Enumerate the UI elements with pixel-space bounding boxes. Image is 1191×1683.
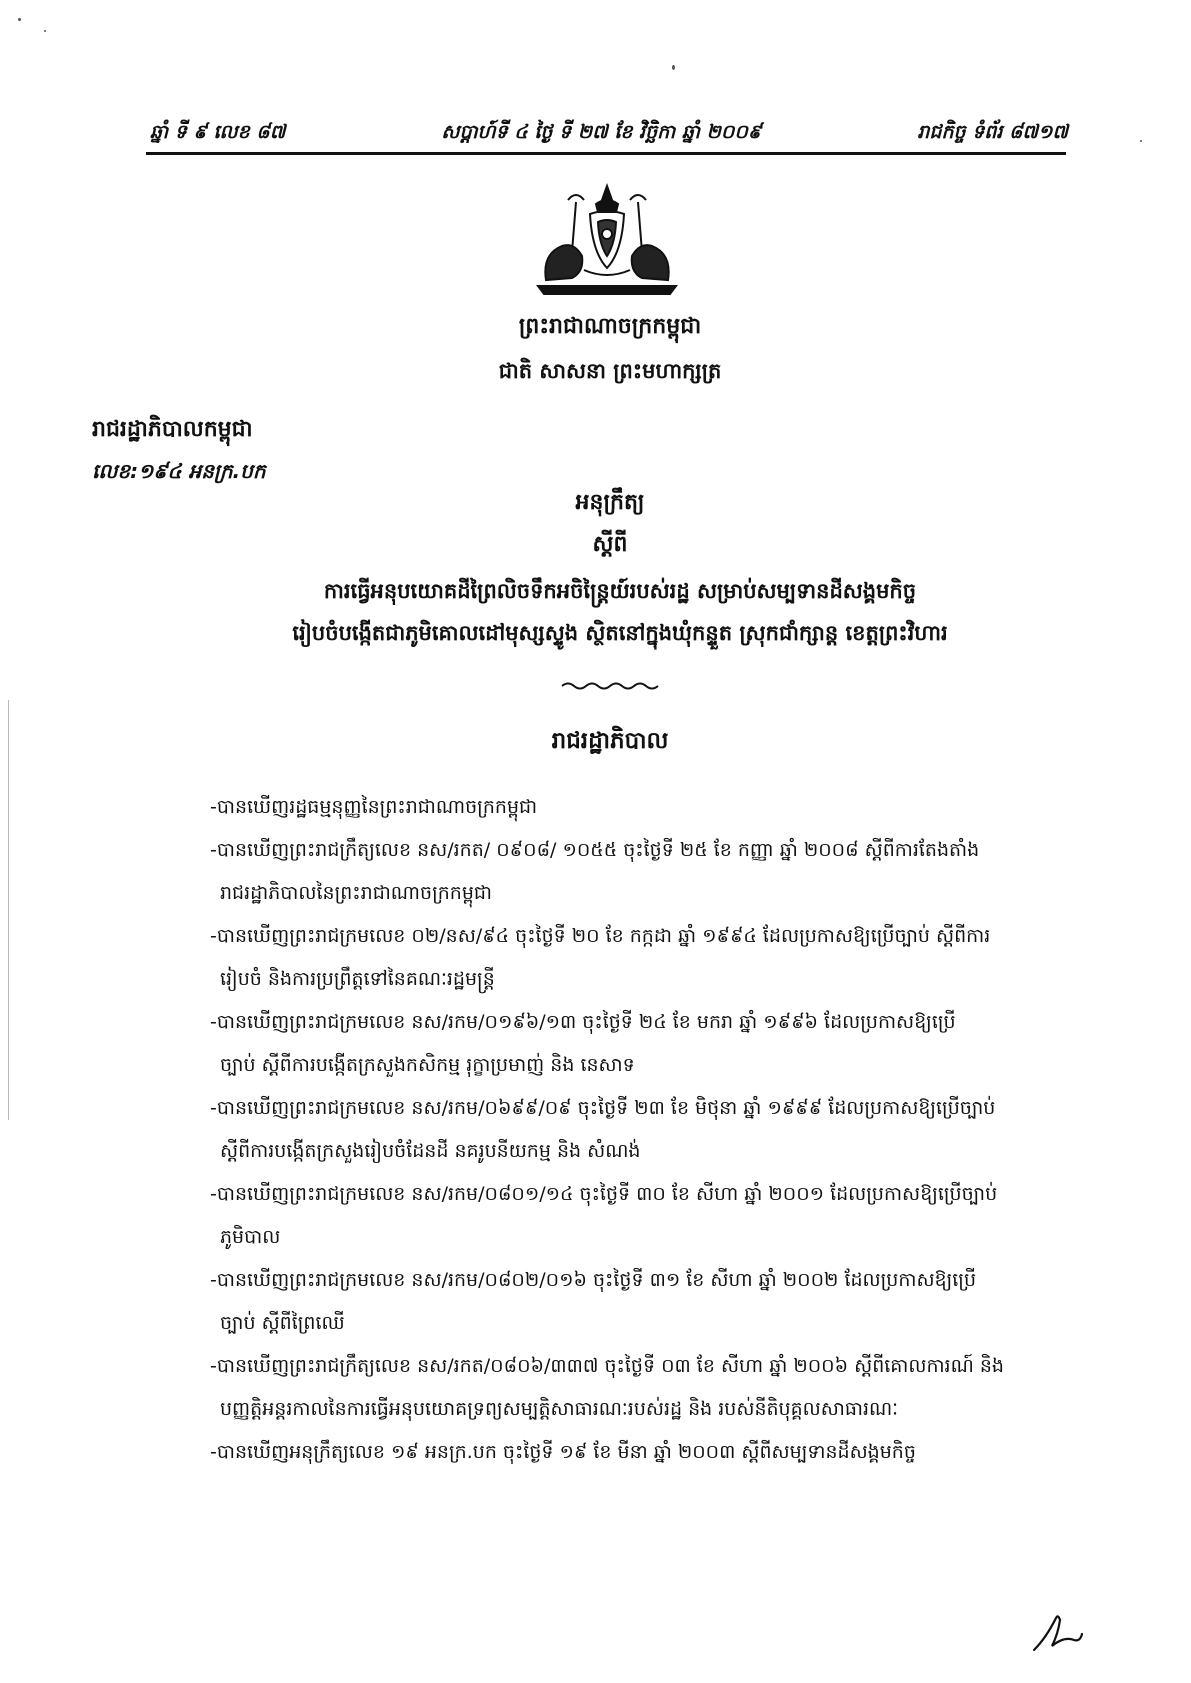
consideration-text-continued: ច្បាប់ ស្តីពីព្រៃឈើ bbox=[220, 1312, 345, 1334]
handwritten-initial-icon bbox=[1030, 1610, 1086, 1654]
consideration-text: -បានឃើញអនុក្រឹត្យលេខ ១៩ អនក្រ.បក ចុះថ្ងៃទី ១៩ ខែ មីនា ឆ្នាំ ២០០៣ ស្តីពីសម្បទានដីសង្គមកិច្ច bbox=[210, 1441, 916, 1463]
scan-speck bbox=[672, 65, 675, 70]
government-heading: រាជរដ្ឋាភិបាល bbox=[551, 728, 669, 754]
scan-edge-line bbox=[8, 700, 9, 1120]
consideration-item bbox=[210, 1182, 1090, 1250]
consideration-item bbox=[210, 1010, 1090, 1078]
consideration-item bbox=[210, 795, 1090, 820]
document-type: អនុក្រឹត្យ bbox=[575, 490, 645, 515]
royal-coat-of-arms-icon bbox=[532, 182, 682, 298]
consideration-text: -បានឃើញព្រះរាជក្រមលេខ ០២/នស/៩៤ ចុះថ្ងៃទី ២០ ខែ កក្កដា ឆ្នាំ ១៩៩៤ ដែលប្រកាសឱ្យប្រើច្បាប់ ស្តីពីការ bbox=[210, 925, 991, 947]
gazette-date: សប្តាហ៍ទី ៤ ថ្ងៃ ទី ២៧ ខែ វិច្ឆិកា ឆ្នាំ ២០០៩ bbox=[441, 121, 762, 143]
consideration-text: -បានឃើញព្រះរាជក្រមលេខ នស/រកម/០៨០២/០១៦ ចុះថ្ងៃទី ៣១ ខែ សីហា ឆ្នាំ ២០០២ ដែលប្រកាសឱ្យប្រើ bbox=[210, 1269, 977, 1291]
ornament-divider bbox=[560, 681, 660, 691]
scan-speck bbox=[18, 18, 21, 21]
consideration-text: -បានឃើញព្រះរាជក្រឹត្យលេខ នស/រកត/០៨០៦/៣៣៧ ចុះថ្ងៃទី ០៣ ខែ សីហា ឆ្នាំ ២០០៦ ស្តីពីគោលការណ៍ និង bbox=[210, 1355, 1004, 1377]
kingdom-title: ព្រះរាជាណាចក្រកម្ពុជា bbox=[518, 314, 702, 339]
gazette-header bbox=[150, 112, 1068, 148]
issuing-authority: រាជរដ្ឋាភិបាលកម្ពុជា bbox=[92, 417, 253, 442]
gazette-page: រាជកិច្ច ទំព័រ ៨៧១៧ bbox=[917, 121, 1068, 143]
consideration-text-continued: រាជរដ្ឋាភិបាលនៃព្រះរាជាណាចក្រកម្ពុជា bbox=[220, 882, 493, 904]
consideration-item bbox=[210, 1440, 1090, 1465]
consideration-text: -បានឃើញព្រះរាជក្រមលេខ នស/រកម/០១៩៦/១៣ ចុះថ្ងៃទី ២៤ ខែ មករា ឆ្នាំ ១៩៩៦ ដែលប្រកាសឱ្យប្រើ bbox=[210, 1011, 956, 1033]
consideration-text-continued: ភូមិបាល bbox=[220, 1226, 281, 1248]
subject-line: ការធ្វើអនុបយោគដីព្រៃលិចទឹកអចិន្ត្រៃយ៍របស់រដ្ឋ សម្រាប់សម្បទានដីសង្គមកិច្ច bbox=[323, 579, 917, 603]
national-motto: ជាតិ សាសនា ព្រះមហាក្សត្រ bbox=[498, 359, 722, 383]
consideration-item bbox=[210, 924, 1090, 992]
consideration-item bbox=[210, 838, 1090, 906]
header-rule bbox=[146, 152, 1066, 155]
consideration-text: -បានឃើញព្រះរាជក្រមលេខ នស/រកម/០៦៩៩/០៩ ចុះថ្ងៃទី ២៣ ខែ មិថុនា ឆ្នាំ ១៩៩៩ ដែលប្រកាសឱ្យប្រើច្បាប់ bbox=[210, 1097, 996, 1119]
consideration-item bbox=[210, 1096, 1090, 1164]
consideration-text: -បានឃើញព្រះរាជក្រឹត្យលេខ នស/រកត/ ០៩០៨/ ១០៥៥ ចុះថ្ងៃទី ២៥ ខែ កញ្ញា ឆ្នាំ ២០០៨ ស្តីពីការតែងតាំង bbox=[210, 839, 980, 861]
consideration-text-continued: ស្តីពីការបង្កើតក្រសួងរៀបចំដែនដី នគរូបនីយកម្ម និង សំណង់ bbox=[220, 1140, 641, 1162]
scan-speck bbox=[44, 30, 46, 32]
reference-number: លេខ:១៩៤ អនក្រ.បក bbox=[92, 459, 266, 483]
consideration-text-continued: ច្បាប់ ស្តីពីការបង្កើតក្រសួងកសិកម្ម រុក្ខាប្រមាញ់ និង នេសាទ bbox=[220, 1054, 635, 1076]
document-on-label: ស្តីពី bbox=[592, 532, 628, 557]
consideration-item bbox=[210, 1354, 1090, 1422]
subject-line: រៀបចំបង្កើតជាភូមិគោលដៅមុស្សស្ទូង ស្ថិតនៅក្នុងឃុំកន្ទួត ស្រុកជាំក្សាន្ត ខេត្តព្រះវិហារ bbox=[292, 621, 948, 645]
considerations-list bbox=[210, 795, 1090, 1483]
consideration-text: -បានឃើញព្រះរាជក្រមលេខ នស/រកម/០៨០១/១៤ ចុះថ្ងៃទី ៣០ ខែ សីហា ឆ្នាំ ២០០១ ដែលប្រកាសឱ្យប្រើច្បាប់ bbox=[210, 1183, 998, 1205]
consideration-text: -បានឃើញរដ្ឋធម្មនុញ្ញនៃព្រះរាជាណាចក្រកម្ពុជា bbox=[210, 796, 538, 818]
consideration-item bbox=[210, 1268, 1090, 1336]
gazette-volume: ឆ្នាំ ទី ៩ លេខ ៨៧ bbox=[150, 121, 286, 143]
consideration-text-continued: បញ្ញត្តិអន្តរកាលនៃការធ្វើអនុបយោគទ្រព្យសម្បត្តិសាធារណៈរបស់រដ្ឋ និង របស់នីតិបុគ្គលសាធារណៈ bbox=[220, 1398, 899, 1420]
consideration-text-continued: រៀបចំ និងការប្រព្រឹត្តទៅនៃគណៈរដ្ឋមន្ត្រី bbox=[220, 968, 495, 990]
scan-speck bbox=[1140, 140, 1142, 142]
